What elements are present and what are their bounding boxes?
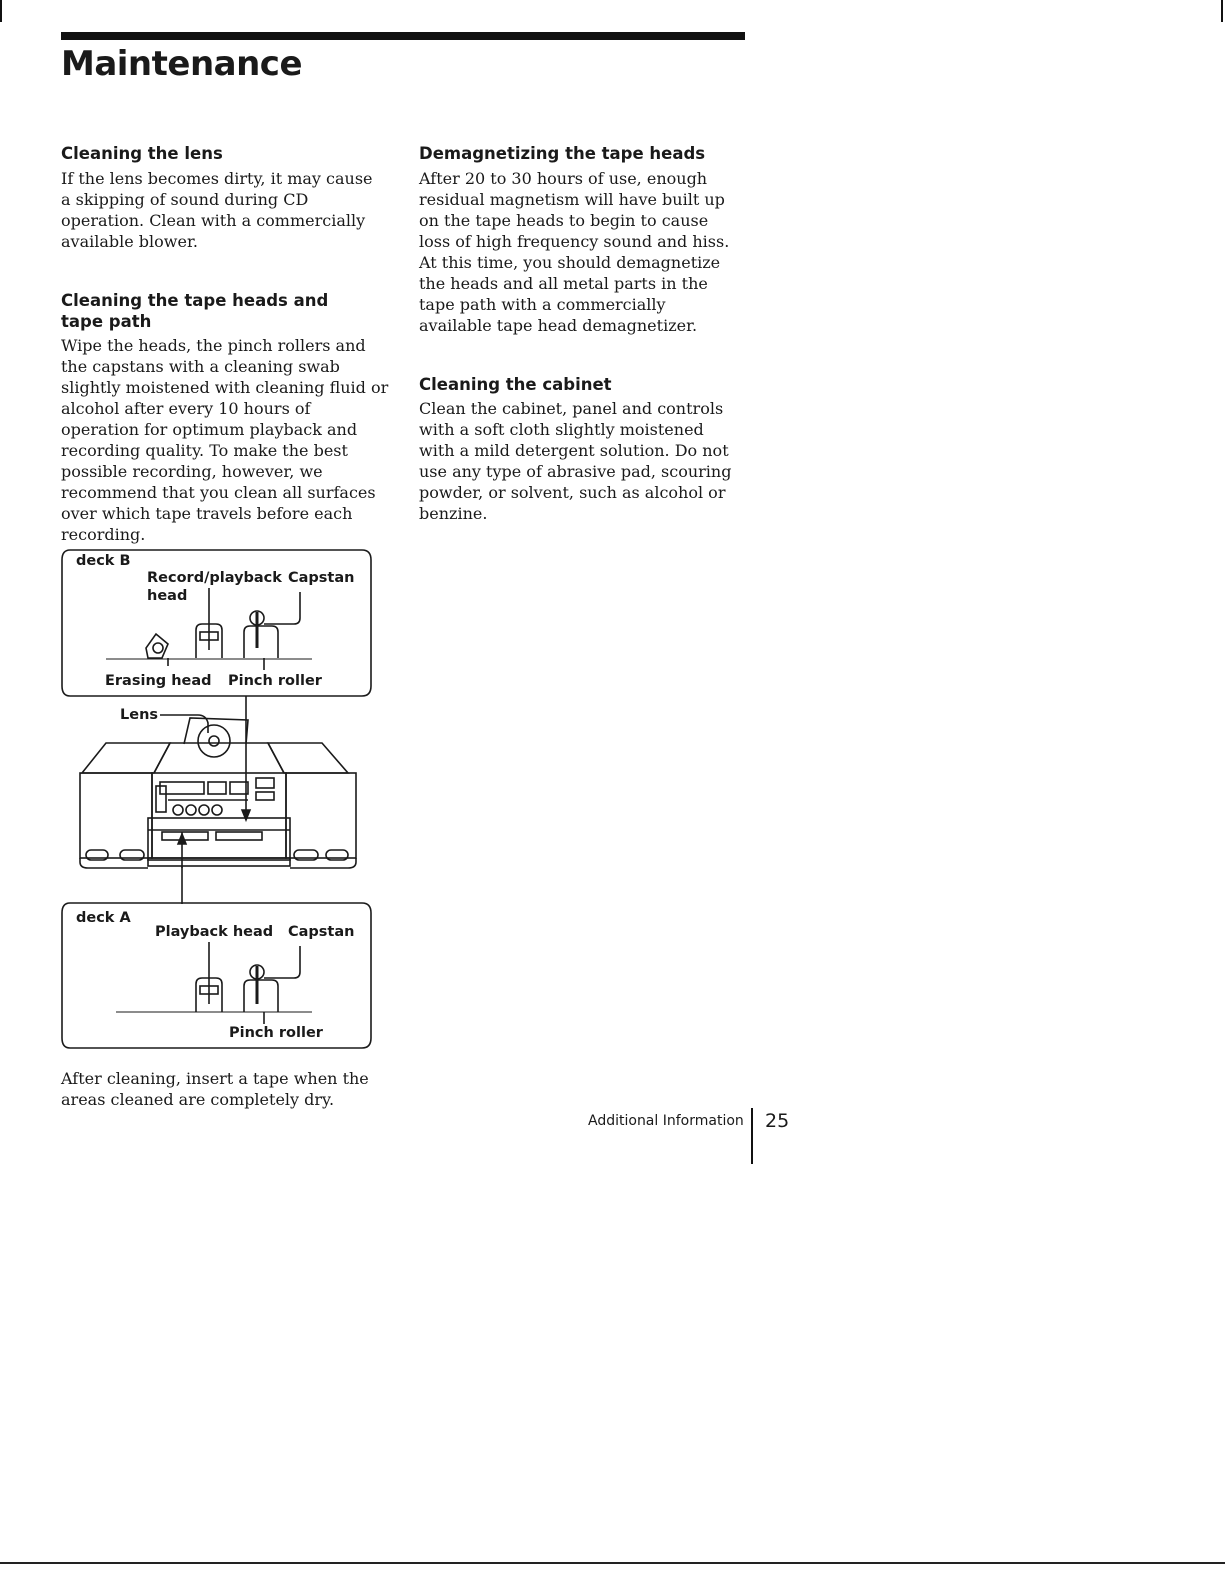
footer-section-label: Additional Information (588, 1113, 744, 1129)
deck-b-label: deck B (76, 553, 131, 569)
title-rule (61, 32, 745, 40)
deck-a-capstan-label: Capstan (288, 924, 355, 940)
heading-demagnetizing: Demagnetizing the tape heads (419, 144, 706, 163)
erasing-head-label: Erasing head (105, 673, 212, 689)
paragraph-after-cleaning: After cleaning, insert a tape when the areas cleaned are completely dry. (61, 1069, 369, 1109)
deck-b-pinch-roller-label: Pinch roller (228, 673, 322, 689)
deck-a-pinch-roller-label: Pinch roller (229, 1025, 323, 1041)
deck-a-label: deck A (76, 910, 131, 926)
page-edge-mark-right (1221, 0, 1223, 22)
page-number: 25 (765, 1110, 790, 1132)
page-edge-mark-left (0, 0, 2, 22)
paragraph-cleaning-lens: If the lens becomes dirty, it may cause a skipping of sound during CD operation. Clean with a commercially available blower. (61, 169, 373, 251)
cd-player-body (80, 718, 356, 904)
playback-head-label: Playback head (155, 924, 274, 940)
paragraph-demagnetizing: After 20 to 30 hours of use, enough residual magnetism will have built up on the tape heads to begin to cause loss of high frequency sound and hiss. At this time, you should demagnetize the heads and all metal parts in the tape path with a commercially available tape head demagnetizer. (419, 169, 730, 335)
deck-a-callout (62, 903, 371, 1048)
page-bottom-edge (0, 1562, 1225, 1564)
heading-cleaning-tape-heads: Cleaning the tape heads and tape path (61, 291, 329, 331)
record-playback-head-label: head (147, 588, 188, 604)
lens-label: Lens (120, 707, 159, 723)
deck-b-capstan-label: Capstan (288, 570, 355, 586)
record-playback-label: Record/playback (147, 570, 282, 586)
heading-cleaning-cabinet: Cleaning the cabinet (419, 375, 612, 394)
tape-deck-illustration (58, 548, 378, 1053)
heading-cleaning-lens: Cleaning the lens (61, 144, 223, 163)
paragraph-cleaning-cabinet: Clean the cabinet, panel and controls with a soft cloth slightly moistened with a mild detergent solution. Do not use any type of abrasive pad, scouring powder, or solvent, such as alcohol or benzine. (419, 399, 732, 523)
deck-b-callout (62, 550, 371, 696)
paragraph-cleaning-tape-heads: Wipe the heads, the pinch rollers and the capstans with a cleaning swab slightly moistened with cleaning fluid or alcohol after every 10 hours of operation for optimum playback and recording quality. To make the best possible recording, however, we recommend that you clean all surfaces over which tape travels before each recording. (61, 336, 389, 544)
page-title: Maintenance (61, 44, 303, 84)
footer-divider (751, 1108, 753, 1164)
